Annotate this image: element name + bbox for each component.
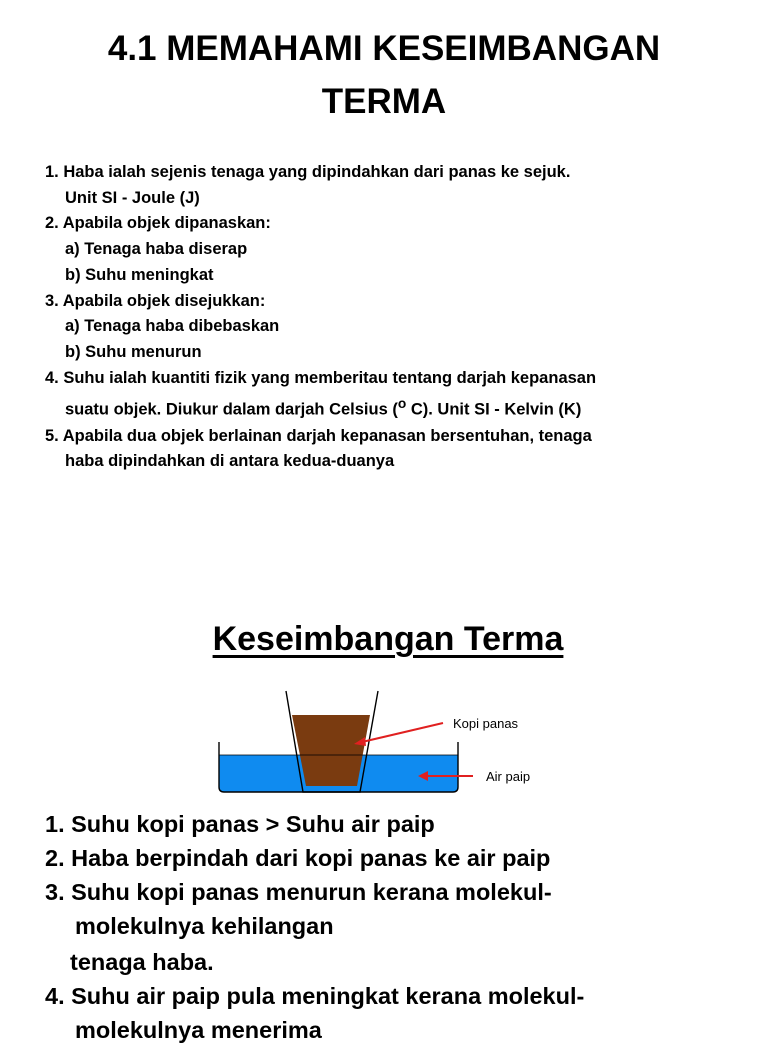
equilibrium-steps-list	[45, 807, 745, 1047]
point-2: 2. Apabila objek dipanaskan:	[45, 214, 271, 233]
step-3-cont-2: tenaga haba.	[70, 949, 214, 975]
point-4-cont	[45, 391, 745, 423]
thermal-equilibrium-diagram	[210, 688, 570, 798]
water-label: Air paip	[486, 769, 531, 784]
page-title	[0, 22, 768, 128]
point-5: 5. Apabila dua objek berlainan darjah kepanasan bersentuhan, tenaga	[45, 426, 592, 445]
title-line-1: 4.1 MEMAHAMI KESEIMBANGAN	[107, 29, 661, 68]
point-4: 4. Suhu ialah kuantiti fizik yang memberitau tentang darjah kepanasan	[45, 368, 597, 387]
point-3b: b) Suhu menurun	[65, 342, 202, 361]
title-line-2: TERMA	[321, 82, 447, 121]
point-4-text-a: suatu objek. Diukur dalam darjah Celsius (	[65, 400, 398, 419]
step-3: 3. Suhu kopi panas menurun kerana molekul-	[45, 879, 552, 905]
point-4-text-b: C). Unit SI - Kelvin (K)	[406, 400, 582, 419]
point-2a: a) Tenaga haba diserap	[65, 240, 248, 259]
point-1-unit: Unit SI - Joule (J)	[65, 188, 200, 207]
point-1: 1. Haba ialah sejenis tenaga yang dipindahkan dari panas ke sejuk.	[45, 163, 571, 181]
degree-superscript: o	[397, 396, 407, 412]
point-3: 3. Apabila objek disejukkan:	[45, 291, 266, 310]
heat-points-list	[45, 160, 745, 475]
coffee-label: Kopi panas	[453, 716, 519, 731]
step-3-cont: molekulnya kehilangan	[75, 913, 334, 939]
point-5-cont: haba dipindahkan di antara kedua-duanya	[65, 452, 395, 471]
point-3a: a) Tenaga haba dibebaskan	[65, 317, 280, 336]
point-2b: b) Suhu meningkat	[65, 265, 214, 284]
step-1: 1. Suhu kopi panas > Suhu air paip	[45, 811, 435, 837]
step-4: 4. Suhu air paip pula meningkat kerana molekul-	[45, 983, 585, 1009]
section-title: Keseimbangan Terma	[212, 620, 564, 658]
coffee-arrow-line	[362, 723, 443, 742]
step-4-cont: molekulnya menerima	[75, 1017, 322, 1043]
step-2: 2. Haba berpindah dari kopi panas ke air paip	[45, 845, 551, 871]
